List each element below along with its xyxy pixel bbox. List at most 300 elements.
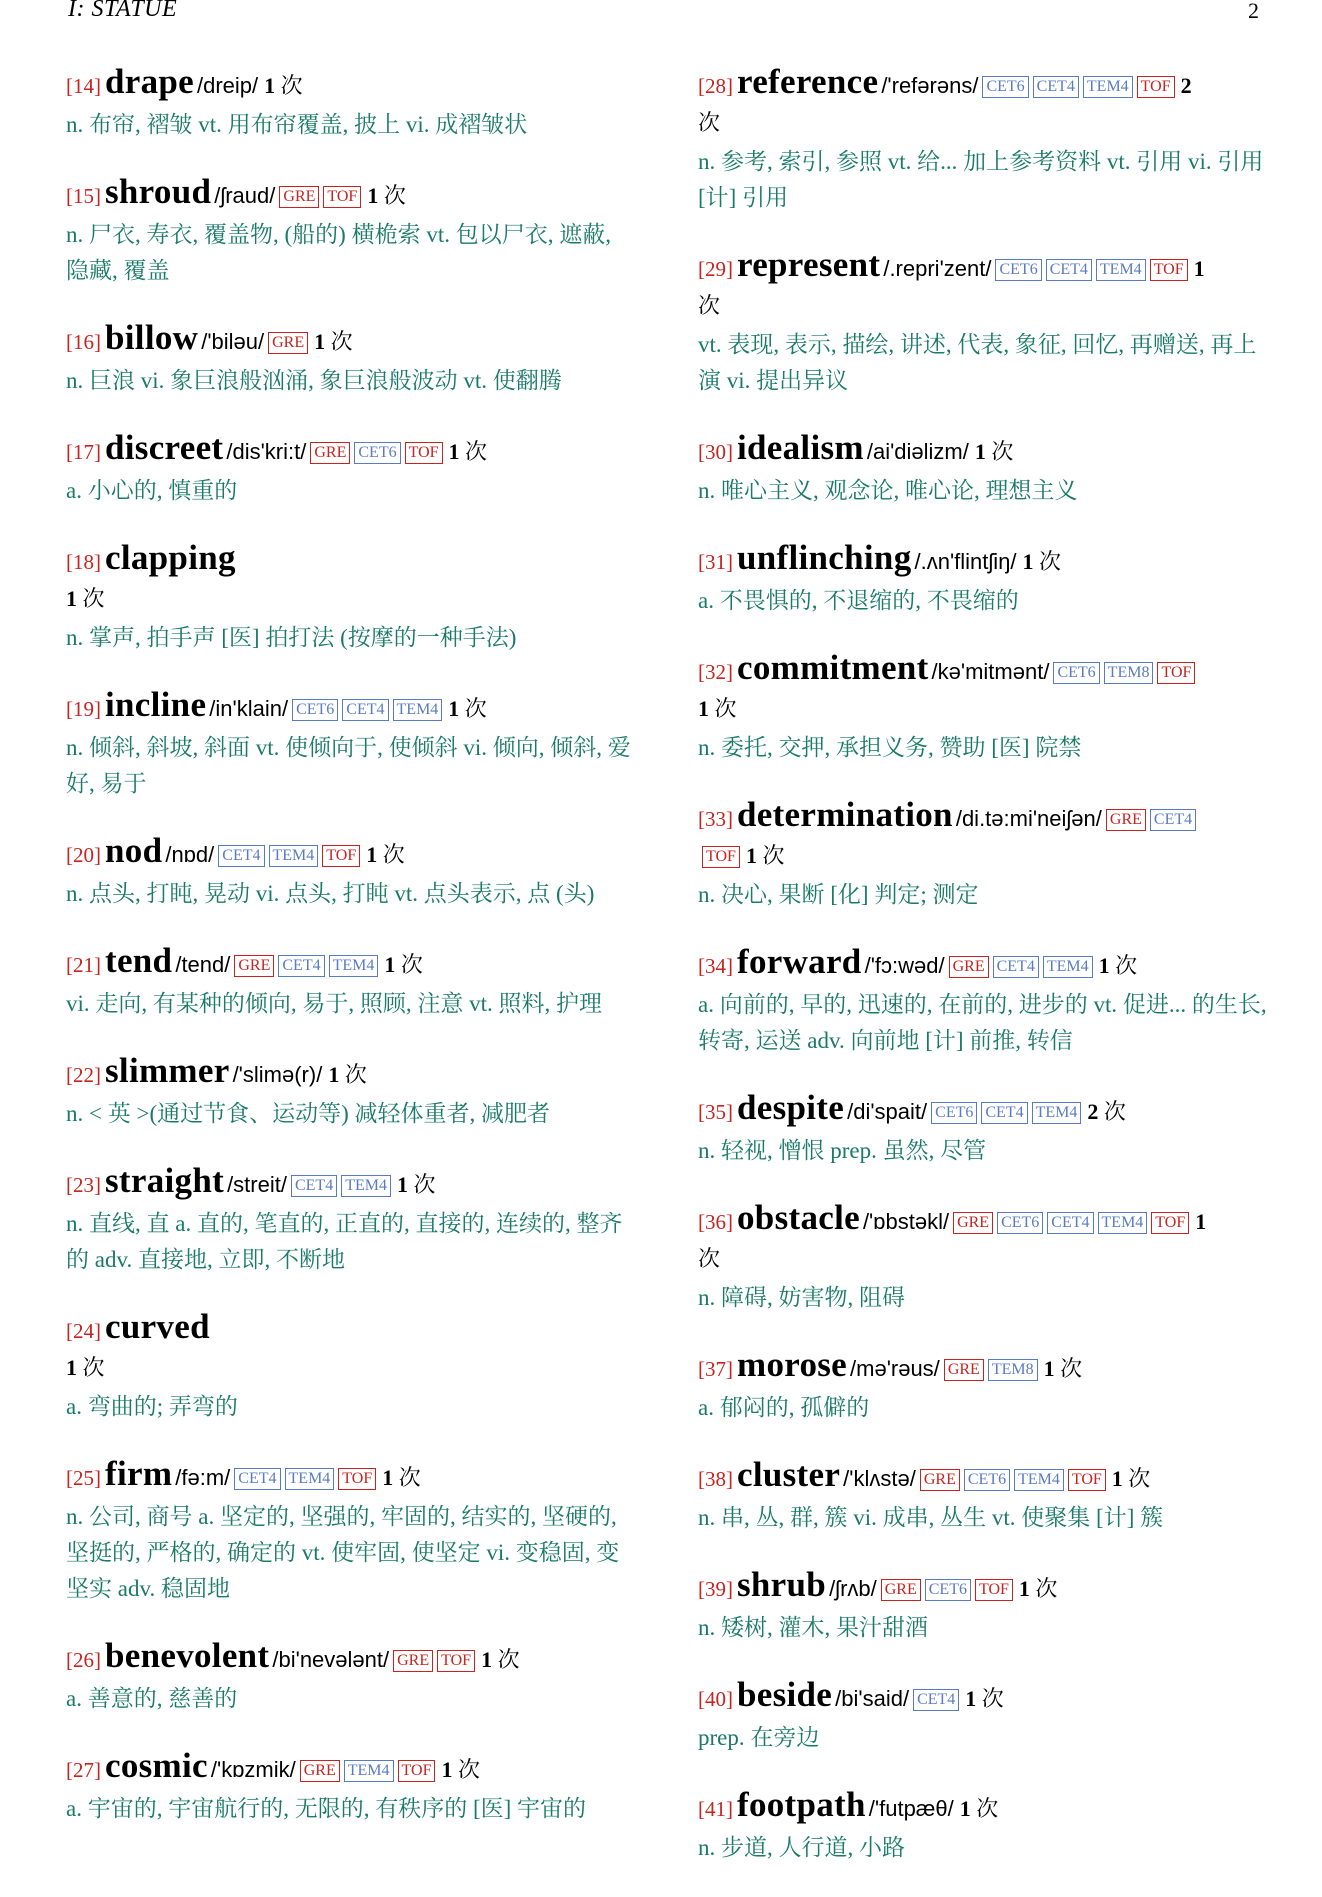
headword: benevolent [105, 1636, 270, 1675]
pronunciation: /ʃrʌb/ [829, 1576, 877, 1601]
vocab-entry [66, 430, 636, 509]
occurrence-count [314, 329, 353, 354]
headword: curved [105, 1307, 210, 1346]
count-unit: 次 [1060, 1356, 1083, 1381]
count-number: 1 [1018, 1576, 1030, 1601]
entry-headline [698, 1347, 1268, 1388]
definition: a. 弯曲的; 弄弯的 [66, 1394, 238, 1419]
pronunciation: /'biləu/ [201, 329, 265, 354]
occurrence-count [698, 696, 737, 721]
count-number: 1 [1111, 1466, 1123, 1491]
count-unit: 次 [82, 1355, 105, 1380]
count-unit: 次 [464, 696, 487, 721]
definition: n. 步道, 人行道, 小路 [698, 1835, 905, 1860]
definition: n. 直线, 直 a. 直的, 笔直的, 正直的, 直接的, 连续的, 整齐的 adv. 直接地, 立即, 不断地 [66, 1211, 623, 1272]
entry-number: [17] [66, 440, 101, 464]
entry-headline [66, 540, 636, 618]
exam-tag: GRE [944, 1359, 984, 1381]
headword: footpath [737, 1785, 866, 1824]
exam-tag: GRE [279, 186, 319, 208]
occurrence-count [960, 1796, 999, 1821]
definition: n. 公司, 商号 a. 坚定的, 坚强的, 牢固的, 结实的, 坚硬的, 坚挺的, 严格的, 确定的 vt. 使牢固, 使坚定 vi. 变稳固, 变坚实 adv. 稳固地 [66, 1504, 620, 1601]
count-number: 1 [974, 439, 986, 464]
exam-tag: GRE [300, 1760, 340, 1782]
headword: incline [105, 685, 207, 724]
entry-headline [66, 943, 636, 984]
vocab-entry [66, 687, 636, 802]
entry-number: [24] [66, 1319, 101, 1343]
exam-tag: CET6 [1053, 662, 1099, 684]
entry-number: [21] [66, 953, 101, 977]
vocab-entry [66, 943, 636, 1022]
vocab-entry [66, 1748, 636, 1827]
exam-tag: TOF [322, 845, 360, 867]
vocab-entry [698, 1457, 1268, 1536]
pronunciation: /bi'said/ [835, 1686, 910, 1711]
exam-tag: GRE [953, 1212, 993, 1234]
entry-number: [34] [698, 954, 733, 978]
exam-tag: CET6 [292, 699, 338, 721]
count-unit: 次 [398, 1465, 421, 1490]
occurrence-count [382, 1465, 421, 1490]
pronunciation: /in'klain/ [209, 696, 289, 721]
pronunciation: /dis'kri:t/ [226, 439, 307, 464]
occurrence-count [1099, 953, 1138, 978]
exam-tag: TOF [975, 1579, 1013, 1601]
count-number: 1 [745, 843, 757, 868]
exam-tag: TOF [1137, 76, 1175, 98]
entry-number: [28] [698, 74, 733, 98]
vocab-entry [698, 64, 1268, 216]
pronunciation: /streit/ [227, 1172, 287, 1197]
count-unit: 次 [981, 1686, 1004, 1711]
headword: firm [105, 1454, 173, 1493]
pronunciation: /bi'nevələnt/ [272, 1647, 390, 1672]
count-unit: 次 [400, 952, 423, 977]
headword: cosmic [105, 1746, 208, 1785]
count-unit: 次 [1128, 1466, 1151, 1491]
exam-tag: TEM4 [1098, 1212, 1148, 1234]
exam-tag: GRE [920, 1469, 960, 1491]
definition: vt. 表现, 表示, 描绘, 讲述, 代表, 象征, 回忆, 再赠送, 再上演 vi. 提出异议 [698, 332, 1257, 393]
vocab-entry [698, 1090, 1268, 1169]
vocab-entry [66, 540, 636, 656]
count-unit: 次 [976, 1796, 999, 1821]
definition: n. 轻视, 憎恨 prep. 虽然, 尽管 [698, 1138, 987, 1163]
occurrence-count [448, 696, 487, 721]
count-number: 1 [328, 1062, 340, 1087]
definition: n. 点头, 打盹, 晃动 vi. 点头, 打盹 vt. 点头表示, 点 (头) [66, 881, 595, 906]
definition: a. 不畏惧的, 不退缩的, 不畏缩的 [698, 588, 1019, 613]
occurrence-count [481, 1647, 520, 1672]
entry-headline [66, 430, 636, 471]
exam-tag: GRE [393, 1650, 433, 1672]
entry-number: [14] [66, 74, 101, 98]
definition: a. 善意的, 慈善的 [66, 1686, 238, 1711]
headword: discreet [105, 428, 224, 467]
count-unit: 次 [698, 293, 721, 318]
entry-headline [66, 1163, 636, 1204]
count-number: 1 [959, 1796, 971, 1821]
exam-tag: CET6 [982, 76, 1028, 98]
count-number: 1 [448, 439, 460, 464]
entry-headline [66, 174, 636, 215]
exam-tag: TOF [405, 442, 443, 464]
definition: a. 郁闷的, 孤僻的 [698, 1395, 870, 1420]
pronunciation: /'kɒzmik/ [210, 1757, 296, 1782]
occurrence-count [1112, 1466, 1151, 1491]
entry-headline [698, 1567, 1268, 1608]
count-unit: 次 [1035, 1576, 1058, 1601]
exam-tag: TEM4 [1096, 259, 1146, 281]
entry-headline [698, 944, 1268, 985]
count-unit: 次 [714, 696, 737, 721]
count-unit: 次 [1103, 1099, 1126, 1124]
vocab-entry [698, 650, 1268, 766]
definition: n. 唯心主义, 观念论, 唯心论, 理想主义 [698, 478, 1078, 503]
exam-tag: TEM4 [344, 1760, 394, 1782]
count-number: 1 [1098, 953, 1110, 978]
definition: n. 倾斜, 斜坡, 斜面 vt. 使倾向于, 使倾斜 vi. 倾向, 倾斜, 爱好, 易于 [66, 735, 631, 796]
exam-tag: CET4 [291, 1175, 337, 1197]
exam-tag: CET6 [925, 1579, 971, 1601]
pronunciation: /di.tə:mi'neiʃən/ [955, 806, 1102, 831]
pronunciation: /'futpæθ/ [868, 1796, 954, 1821]
count-unit: 次 [382, 842, 405, 867]
vocab-entry [66, 320, 636, 399]
pronunciation: /di'spait/ [847, 1099, 928, 1124]
entry-headline [66, 1309, 636, 1387]
count-unit: 次 [344, 1062, 367, 1087]
exam-tag: TEM4 [1032, 1102, 1082, 1124]
entry-number: [37] [698, 1357, 733, 1381]
definition: n. 障碍, 妨害物, 阻碍 [698, 1285, 905, 1310]
headword: commitment [737, 648, 929, 687]
entry-number: [40] [698, 1687, 733, 1711]
vocab-entry [698, 1787, 1268, 1866]
count-number: 1 [1195, 1209, 1207, 1234]
pronunciation: /'ɒbstəkl/ [862, 1209, 950, 1234]
entry-headline [66, 320, 636, 361]
count-number: 1 [384, 952, 396, 977]
headword: cluster [737, 1455, 841, 1494]
entry-number: [18] [66, 550, 101, 574]
vocab-entry [698, 1677, 1268, 1756]
count-number: 2 [1180, 73, 1192, 98]
entry-number: [30] [698, 440, 733, 464]
exam-tag: CET4 [981, 1102, 1027, 1124]
definition: a. 小心的, 慎重的 [66, 478, 238, 503]
pronunciation: /tend/ [175, 952, 231, 977]
pronunciation: /.repri'zent/ [883, 256, 992, 281]
exam-tag: CET4 [218, 845, 264, 867]
occurrence-count [264, 73, 303, 98]
vocab-entry [698, 1567, 1268, 1646]
exam-tag: CET6 [997, 1212, 1043, 1234]
exam-tag: TEM4 [329, 955, 379, 977]
occurrence-count [1087, 1099, 1126, 1124]
exam-tag: CET6 [931, 1102, 977, 1124]
count-number: 2 [1087, 1099, 1099, 1124]
pronunciation: /fə:m/ [175, 1465, 231, 1490]
exam-tag: TOF [1068, 1469, 1106, 1491]
count-unit: 次 [762, 843, 785, 868]
occurrence-count [66, 1355, 105, 1380]
count-unit: 次 [1115, 953, 1138, 978]
exam-tag: CET4 [342, 699, 388, 721]
count-number: 1 [396, 1172, 408, 1197]
headword: tend [105, 941, 173, 980]
headword: forward [737, 942, 862, 981]
exam-tag: GRE [949, 956, 989, 978]
entry-number: [38] [698, 1467, 733, 1491]
pronunciation: /'klʌstə/ [843, 1466, 916, 1491]
occurrence-count [1044, 1356, 1083, 1381]
entry-headline [66, 687, 636, 728]
entry-number: [19] [66, 697, 101, 721]
entry-number: [29] [698, 257, 733, 281]
exam-tag: CET6 [354, 442, 400, 464]
right-column [698, 64, 1268, 1897]
definition: n. < 英 >(通过节食、运动等) 减轻体重者, 减肥者 [66, 1101, 551, 1126]
vocab-entry [66, 174, 636, 289]
occurrence-count [66, 586, 105, 611]
exam-tag: TEM4 [1043, 956, 1093, 978]
vocab-entry [66, 64, 636, 143]
definition: n. 矮树, 灌木, 果汁甜酒 [698, 1615, 928, 1640]
exam-tag: GRE [234, 955, 274, 977]
headword: beside [737, 1675, 833, 1714]
count-unit: 次 [991, 439, 1014, 464]
exam-tag: GRE [268, 332, 308, 354]
exam-tag: CET6 [964, 1469, 1010, 1491]
exam-tag: GRE [310, 442, 350, 464]
pronunciation: /mə'rəus/ [850, 1356, 940, 1381]
entry-headline [698, 430, 1268, 471]
count-number: 1 [1043, 1356, 1055, 1381]
definition: n. 掌声, 拍手声 [医] 拍打法 (按摩的一种手法) [66, 625, 517, 650]
entry-headline [66, 1053, 636, 1094]
entry-headline [698, 650, 1268, 728]
pronunciation: /ʃraud/ [214, 183, 276, 208]
count-number: 1 [965, 1686, 977, 1711]
definition: n. 尸衣, 寿衣, 覆盖物, (船的) 横桅索 vt. 包以尸衣, 遮蔽, 隐藏, 覆盖 [66, 222, 611, 283]
headword: shroud [105, 172, 212, 211]
entry-headline [66, 833, 636, 874]
pronunciation: /ai'diəlizm/ [866, 439, 969, 464]
definition: a. 宇宙的, 宇宙航行的, 无限的, 有秩序的 [医] 宇宙的 [66, 1796, 587, 1821]
count-number: 1 [1022, 549, 1034, 574]
definition: n. 巨浪 vi. 象巨浪般汹涌, 象巨浪般波动 vt. 使翻腾 [66, 368, 562, 393]
entry-number: [25] [66, 1466, 101, 1490]
entry-headline [66, 1748, 636, 1789]
exam-tag: CET4 [1150, 809, 1196, 831]
exam-tag: TEM4 [1083, 76, 1133, 98]
pronunciation: /nɒd/ [165, 842, 215, 867]
entry-headline [698, 540, 1268, 581]
exam-tag: CET4 [993, 956, 1039, 978]
entry-number: [41] [698, 1797, 733, 1821]
entry-number: [33] [698, 807, 733, 831]
count-unit: 次 [330, 329, 353, 354]
headword: clapping [105, 538, 236, 577]
entry-number: [35] [698, 1100, 733, 1124]
count-unit: 次 [698, 110, 721, 135]
entry-number: [39] [698, 1577, 733, 1601]
headword: slimmer [105, 1051, 230, 1090]
occurrence-count [975, 439, 1014, 464]
vocab-entry [66, 1456, 636, 1607]
count-unit: 次 [497, 1647, 520, 1672]
definition: n. 布帘, 褶皱 vt. 用布帘覆盖, 披上 vi. 成褶皱状 [66, 112, 528, 137]
headword: idealism [737, 428, 864, 467]
exam-tag: TOF [323, 186, 361, 208]
exam-tag: TOF [1157, 662, 1195, 684]
entry-number: [20] [66, 843, 101, 867]
pronunciation: /'slimə(r)/ [232, 1062, 323, 1087]
entry-number: [23] [66, 1173, 101, 1197]
count-unit: 次 [465, 439, 488, 464]
vocab-entry [698, 247, 1268, 399]
count-number: 1 [264, 73, 276, 98]
definition: prep. 在旁边 [698, 1725, 820, 1750]
exam-tag: TEM4 [1014, 1469, 1064, 1491]
count-unit: 次 [1039, 549, 1062, 574]
pronunciation: /'fɔ:wəd/ [864, 953, 945, 978]
count-unit: 次 [413, 1172, 436, 1197]
headword: nod [105, 831, 163, 870]
entry-number: [15] [66, 184, 101, 208]
entry-headline [698, 1200, 1268, 1278]
count-number: 1 [441, 1757, 453, 1782]
vocab-entry [66, 1163, 636, 1278]
exam-tag: GRE [881, 1579, 921, 1601]
exam-tag: TOF [398, 1760, 436, 1782]
entry-headline [698, 1457, 1268, 1498]
exam-tag: TEM4 [393, 699, 443, 721]
headword: unflinching [737, 538, 912, 577]
occurrence-count [1019, 1576, 1058, 1601]
definition: n. 串, 丛, 群, 簇 vi. 成串, 丛生 vt. 使聚集 [计] 簇 [698, 1505, 1164, 1530]
exam-tag: TOF [338, 1468, 376, 1490]
entry-number: [36] [698, 1210, 733, 1234]
count-number: 1 [448, 696, 460, 721]
exam-tag: TEM8 [1104, 662, 1154, 684]
vocab-entry [698, 1347, 1268, 1426]
occurrence-count [328, 1062, 367, 1087]
exam-tag: CET4 [1046, 259, 1092, 281]
occurrence-count [449, 439, 488, 464]
occurrence-count [366, 842, 405, 867]
pronunciation: /'refərəns/ [881, 73, 979, 98]
headword: morose [737, 1345, 848, 1384]
count-number: 1 [366, 842, 378, 867]
occurrence-count [746, 843, 785, 868]
entry-headline [698, 1090, 1268, 1131]
definition: n. 委托, 交押, 承担义务, 赞助 [医] 院禁 [698, 735, 1082, 760]
exam-tag: TEM8 [988, 1359, 1038, 1381]
entry-number: [27] [66, 1758, 101, 1782]
entry-headline [66, 1456, 636, 1497]
entry-headline [698, 64, 1268, 142]
entry-headline [698, 1787, 1268, 1828]
vocab-entry [66, 1053, 636, 1132]
left-column [66, 64, 636, 1858]
occurrence-count [397, 1172, 436, 1197]
headword: represent [737, 245, 881, 284]
entry-headline [66, 1638, 636, 1679]
count-number: 1 [1193, 256, 1205, 281]
pronunciation: /kə'mitmənt/ [931, 659, 1050, 684]
count-number: 1 [382, 1465, 394, 1490]
exam-tag: TOF [702, 846, 740, 868]
headword: obstacle [737, 1198, 860, 1237]
headword: shrub [737, 1565, 827, 1604]
entry-headline [698, 247, 1268, 325]
exam-tag: TOF [437, 1650, 475, 1672]
entry-number: [26] [66, 1648, 101, 1672]
exam-tag: TOF [1150, 259, 1188, 281]
occurrence-count [1023, 549, 1062, 574]
exam-tag: CET4 [234, 1468, 280, 1490]
definition: vi. 走向, 有某种的倾向, 易于, 照顾, 注意 vt. 照料, 护理 [66, 991, 603, 1016]
vocab-entry [66, 833, 636, 912]
entry-number: [16] [66, 330, 101, 354]
occurrence-count [384, 952, 423, 977]
exam-tag: TOF [1151, 1212, 1189, 1234]
exam-tag: CET4 [278, 955, 324, 977]
vocab-entry [698, 430, 1268, 509]
exam-tag: CET6 [995, 259, 1041, 281]
entry-headline [698, 797, 1268, 875]
entry-number: [31] [698, 550, 733, 574]
headword: reference [737, 62, 879, 101]
count-unit: 次 [82, 586, 105, 611]
definition: n. 参考, 索引, 参照 vt. 给... 加上参考资料 vt. 引用 vi. 引用 [计] 引用 [698, 149, 1264, 210]
count-unit: 次 [698, 1246, 721, 1271]
count-unit: 次 [383, 183, 406, 208]
pronunciation: /dreip/ [197, 73, 259, 98]
vocab-entry [698, 944, 1268, 1059]
entry-number: [32] [698, 660, 733, 684]
vocab-entry [66, 1309, 636, 1425]
page-header-title: I: STATUE [68, 0, 178, 22]
pronunciation: /.ʌn'flintʃiŋ/ [914, 549, 1017, 574]
headword: billow [105, 318, 199, 357]
count-number: 1 [66, 1355, 77, 1380]
entry-headline [698, 1677, 1268, 1718]
occurrence-count [965, 1686, 1004, 1711]
entry-number: [22] [66, 1063, 101, 1087]
occurrence-count [367, 183, 406, 208]
definition: n. 决心, 果断 [化] 判定; 测定 [698, 882, 979, 907]
exam-tag: CET4 [1047, 1212, 1093, 1234]
vocab-entry [698, 1200, 1268, 1316]
count-unit: 次 [457, 1757, 480, 1782]
exam-tag: CET4 [1033, 76, 1079, 98]
count-number: 1 [314, 329, 326, 354]
vocab-entry [698, 797, 1268, 913]
headword: determination [737, 795, 953, 834]
count-unit: 次 [280, 73, 303, 98]
count-number: 1 [367, 183, 379, 208]
entry-headline [66, 64, 636, 105]
exam-tag: CET4 [913, 1689, 959, 1711]
headword: despite [737, 1088, 845, 1127]
count-number: 1 [481, 1647, 493, 1672]
count-number: 1 [698, 696, 709, 721]
headword: drape [105, 62, 194, 101]
